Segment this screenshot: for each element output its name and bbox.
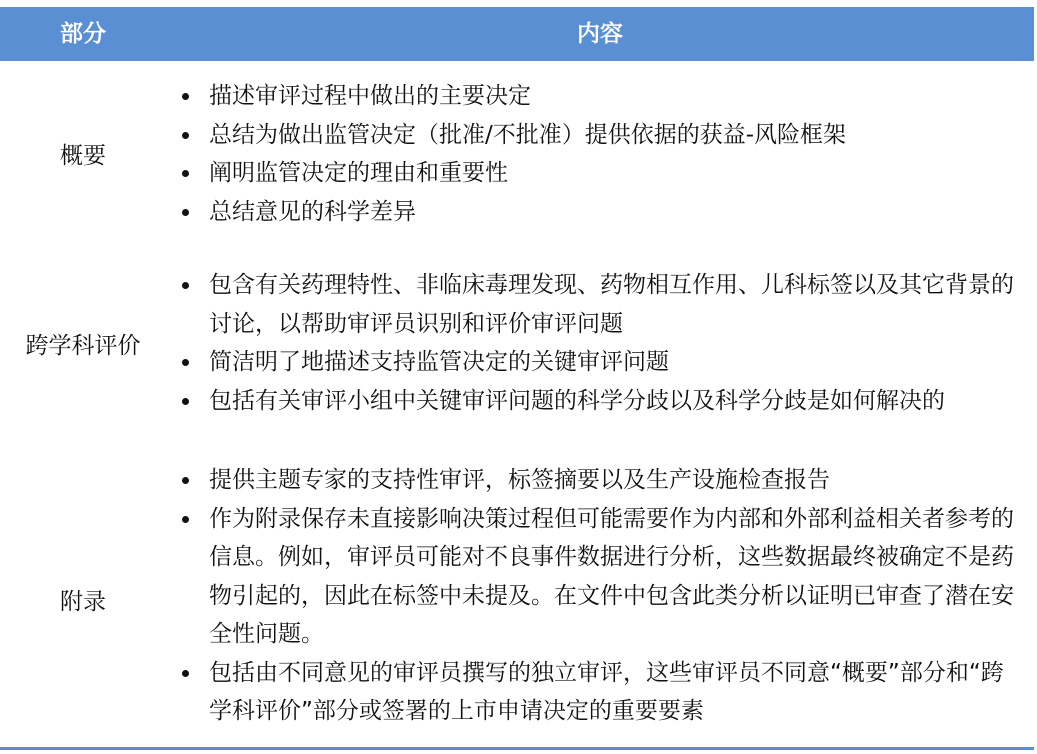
list-item: 简洁明了地描述支持监管决定的关键审评问题 <box>176 343 1021 382</box>
list-item: 描述审评过程中做出的主要决定 <box>176 77 1021 116</box>
list-item: 总结意见的科学差异 <box>176 193 1021 232</box>
appendix-items <box>176 461 1021 731</box>
summary-items <box>176 77 1021 231</box>
list-item: 总结为做出监管决定（批准/不批准）提供依据的获益-风险框架 <box>176 116 1021 155</box>
list-item: 作为附录保存未直接影响决策过程但可能需要作为内部和外部利益相关者参考的信息。例如，审评员可能对不良事件数据进行分析，这些数据最终被确定不是药物引起的，因此在标签中未提及。在文件中包含此类分析以证明已审查了潜在安全性问题。 <box>176 500 1021 654</box>
table-bottom-rule <box>0 747 1034 750</box>
interdisciplinary-items <box>176 266 1021 420</box>
header-content: 内容 <box>577 21 623 47</box>
list-item: 包括有关审评小组中关键审评问题的科学分歧以及科学分歧是如何解决的 <box>176 382 1021 421</box>
list-item: 提供主题专家的支持性审评，标签摘要以及生产设施检查报告 <box>176 461 1021 500</box>
table-header <box>0 7 1034 61</box>
section-label-summary: 概要 <box>60 143 106 169</box>
list-item: 包括由不同意见的审评员撰写的独立审评，这些审评员不同意“概要”部分和“跨学科评价”部分或签署的上市申请决定的重要要素 <box>176 654 1021 731</box>
header-section: 部分 <box>60 21 106 47</box>
section-label-appendix: 附录 <box>60 589 106 615</box>
list-item: 包含有关药理特性、非临床毒理发现、药物相互作用、儿科标签以及其它背景的讨论，以帮助审评员识别和评价审评问题 <box>176 266 1021 343</box>
list-item: 阐明监管决定的理由和重要性 <box>176 154 1021 193</box>
section-label-interdisciplinary: 跨学科评价 <box>25 333 141 359</box>
